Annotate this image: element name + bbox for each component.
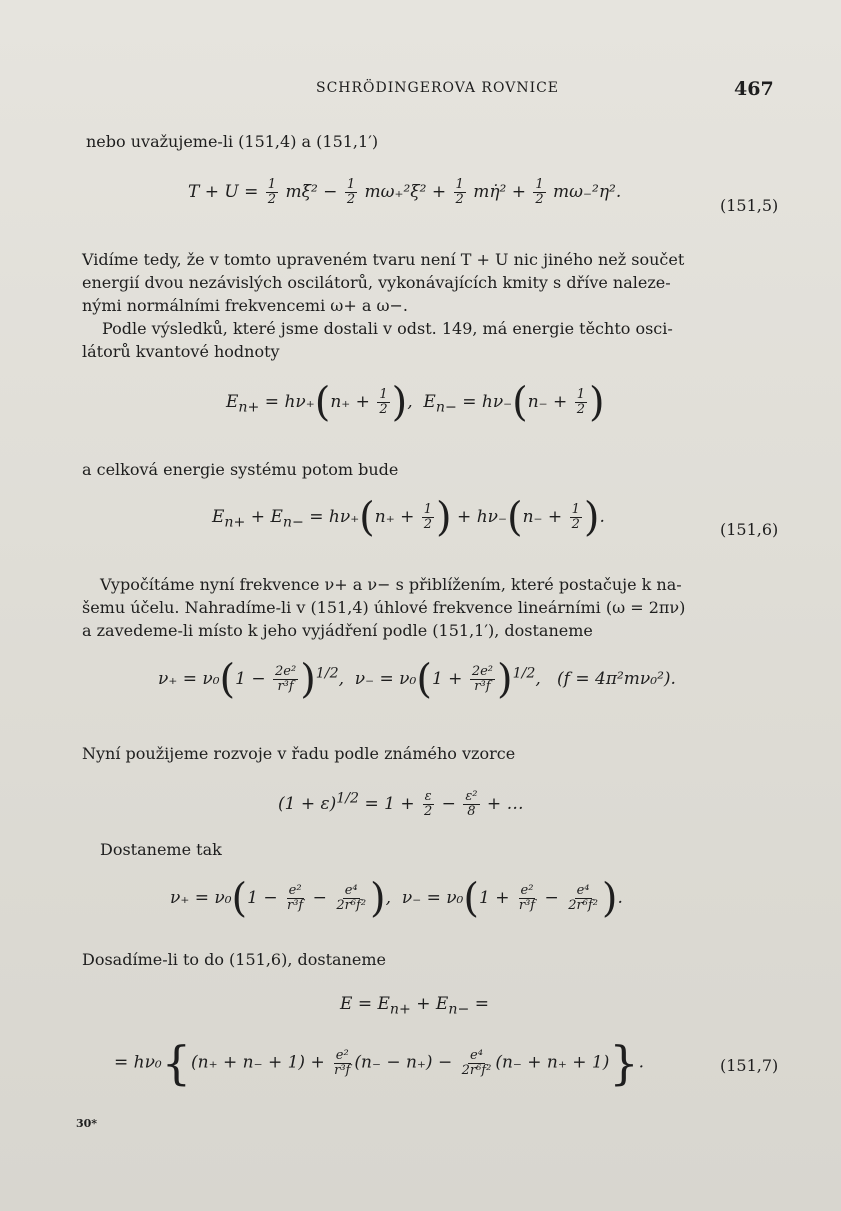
equation-quantum-energies: $E_{n+} = h\nu_+(n_+$ + $\frac{1}{2}$ ), $E_{n-} = h\nu_-(n_-$ + $\frac{1}{2}$ ) (226, 379, 605, 426)
equation-expanded-frequencies: ν₊ = ν₀(1 − $\frac{\text{e²}}{\text{r³f}}$ − $\frac{\text{e⁴}}{\text{2r⁶f²}}$ ), ν₋ = ν₀(1 + $\frac{\text{e²}}{\text{r³f}}$ − $\frac{\text{e⁴}}{\text{2r⁶f²}}$ ). (170, 875, 623, 922)
running-header: SCHRÖDINGEROVA ROVNICE (316, 80, 560, 96)
equation-number-151-5: (151,5) (720, 196, 779, 215)
equation-number-151-6: (151,6) (720, 520, 779, 539)
paragraph-line: energií dvou nezávislých oscilátorů, vykonávajících kmity s dříve naleze- (82, 273, 671, 292)
paragraph-line: šemu účelu. Nahradíme-li v (151,4) úhlové frekvence lineárními (ω = 2πν) (82, 598, 686, 617)
equation-frequencies: ν₊ = ν₀(1 − $\frac{\text{2e²}}{\text{r³f}}$ )$^{1/2}$, ν₋ = ν₀(1 + $\frac{\text{2e²}}{\text{r³f}}$ )$^{1/2}$, (f = 4π²mν₀²). (158, 656, 676, 703)
signature-mark: 30* (76, 1117, 98, 1130)
page-number: 467 (734, 78, 774, 100)
paragraph-line: Dostaneme tak (100, 840, 222, 859)
equation-151-5: T + U = $\frac{1}{2}$ mξ̇² − $\frac{1}{2}$ mω₊²ξ² + $\frac{1}{2}$ mη̇² + $\frac{1}{2}$ mω₋²η². (188, 177, 622, 207)
paragraph-line: Podle výsledků, které jsme dostali v odst. 149, má energie těchto osci- (102, 319, 673, 338)
paragraph-line: Vidíme tedy, že v tomto upraveném tvaru není T + U nic jiného než součet (82, 250, 685, 269)
paragraph-line: a celková energie systému potom bude (82, 460, 399, 479)
paragraph-line: a zavedeme-li místo k jeho vyjádření podle (151,1′), dostaneme (82, 621, 593, 640)
equation-number-151-7: (151,7) (720, 1056, 779, 1075)
equation-151-7: = hν₀{(n₊ + n₋ + 1) + $\frac{\text{e²}}{\text{r³f}}$ (n₋ − n₊) − $\frac{\text{e⁴}}{\text{2r⁶f²}}$ (n₋ + n₊ + 1)}. (114, 1036, 645, 1090)
equation-151-6: $E_{n+} + E_{n-} = h\nu_+(n_+$ + $\frac{1}{2}$ ) + hν₋(n₋ + $\frac{1}{2}$ ). (212, 494, 605, 541)
paragraph-line: Vypočítáme nyní frekvence ν+ a ν− s přiblížením, které postačuje k na- (100, 575, 682, 594)
equation-series-expansion: $(1 + \varepsilon)^{1/2} = 1$ + $\frac{\varepsilon}{2}$ − $\frac{\text{ε²}}{8}$ + … (278, 789, 524, 819)
paragraph-line: nými normálními frekvencemi ω+ a ω−. (82, 296, 408, 315)
equation-total-energy: $E = E_{n+} + E_{n-}$ = (340, 994, 489, 1018)
paragraph-line: látorů kvantové hodnoty (82, 342, 280, 361)
paragraph-line: Nyní použijeme rozvoje v řadu podle známého vzorce (82, 744, 516, 763)
paragraph-line: Dosadíme-li to do (151,6), dostaneme (82, 950, 386, 969)
paragraph-intro: nebo uvažujeme-li (151,4) a (151,1′) (86, 132, 379, 151)
